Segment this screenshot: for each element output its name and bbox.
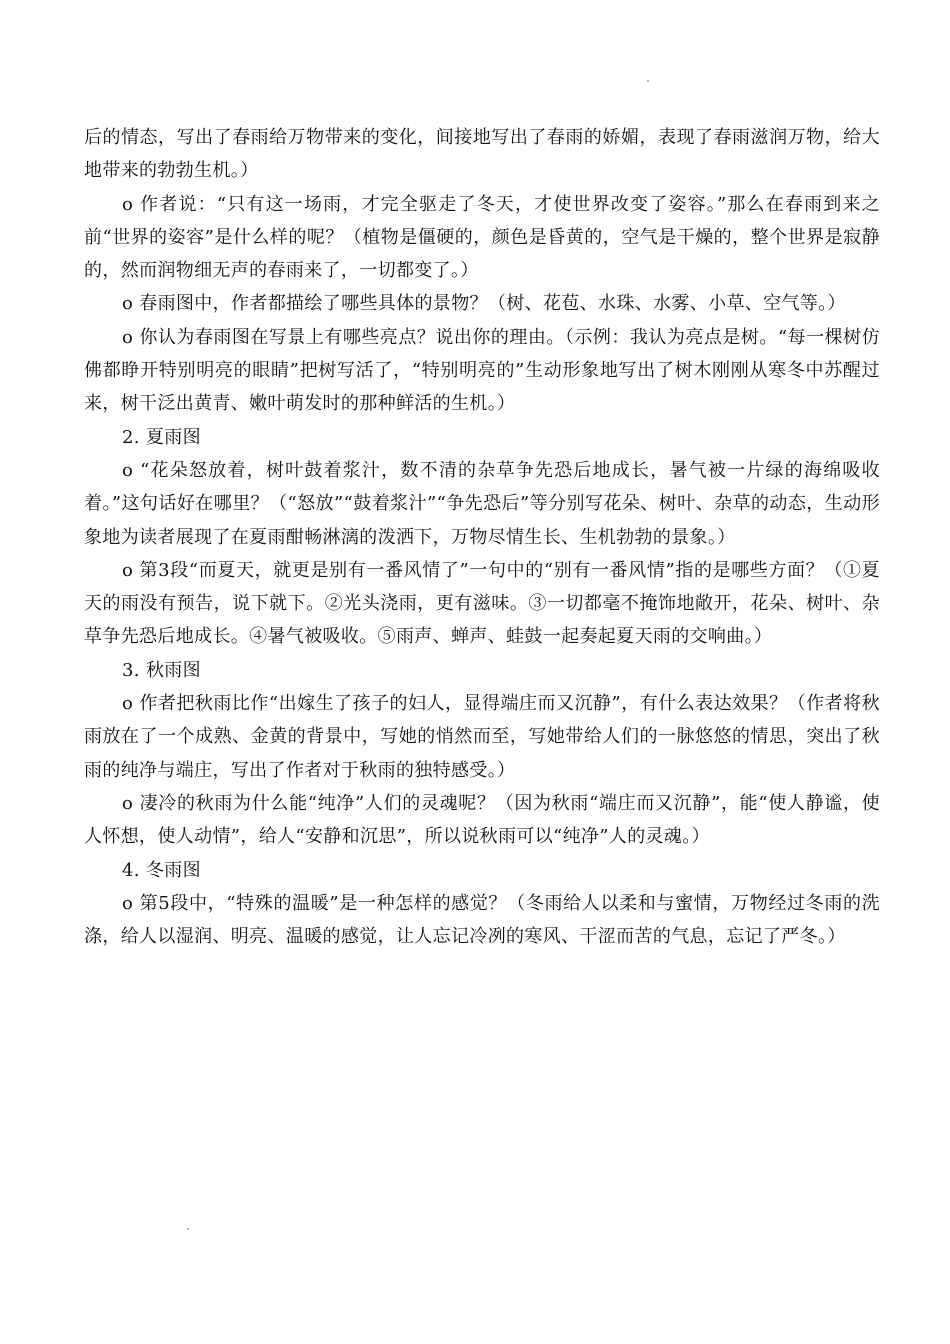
paragraph-autumn-question-2: o 凄冷的秋雨为什么能“纯净”人们的灵魂呢？（因为秋雨“端庄而又沉静”，能“使人静谧，使人怀想，使人动情”，给人“安静和沉思”，所以说秋雨可以“纯净”人的灵魂。） (84, 792, 880, 848)
section-heading-summer: 2. 夏雨图 (122, 426, 201, 448)
page-mark-bottom (187, 1228, 189, 1230)
paragraph-spring-question-2: o 春雨图中，作者都描绘了哪些具体的景物？（树、花苞、水珠、水雾、小草、空气等。） (122, 293, 846, 315)
section-heading-autumn: 3. 秋雨图 (122, 659, 201, 681)
paragraph-spring-question-3: o 你认为春雨图在写景上有哪些亮点？说出你的理由。（示例：我认为亮点是树。“每一棵树仿佛都睁开特别明亮的眼睛”把树写活了，“特别明亮的”生动形象地写出了树木刚刚从寒冬中苏醒过来，树干泛出黄青、嫩叶萌发时的那种鲜活的生机。） (84, 326, 880, 415)
document-body (84, 121, 880, 953)
section-heading-winter: 4. 冬雨图 (122, 859, 201, 881)
paragraph-winter-question-1: o 第5段中，“特殊的温暖”是一种怎样的感觉？（冬雨给人以柔和与蜜情，万物经过冬雨的洗涤，给人以湿润、明亮、温暖的感觉，让人忘记冷冽的寒风、干涩而苦的气息，忘记了严冬。） (84, 892, 880, 948)
paragraph-spring-summary: 后的情态，写出了春雨给万物带来的变化，间接地写出了春雨的娇媚，表现了春雨滋润万物，给大地带来的勃勃生机。） (84, 127, 880, 182)
paragraph-summer-question-2: o 第3段“而夏天，就更是别有一番风情了”一句中的“别有一番风情”指的是哪些方面？（①夏天的雨没有预告，说下就下。②光头浇雨，更有滋味。③一切都毫不掩饰地敞开，花朵、树叶、杂草争先恐后地成长。④暑气被吸收。⑤雨声、蝉声、蛙鼓一起奏起夏天雨的交响曲。） (84, 559, 880, 648)
page-mark-top (647, 80, 649, 82)
paragraph-spring-question-1: o 作者说：“只有这一场雨，才完全驱走了冬天，才使世界改变了姿容。”那么在春雨到来之前“世界的姿容”是什么样的呢？（植物是僵硬的，颜色是昏黄的，空气是干燥的，整个世界是寂静的，然而润物细无声的春雨来了，一切都变了。） (84, 193, 880, 282)
paragraph-autumn-question-1: o 作者把秋雨比作“出嫁生了孩子的妇人，显得端庄而又沉静”，有什么表达效果？（作者将秋雨放在了一个成熟、金黄的背景中，写她的悄然而至，写她带给人们的一脉悠悠的情思，突出了秋雨的纯净与端庄，写出了作者对于秋雨的独特感受。） (84, 693, 880, 781)
paragraph-summer-question-1: o “花朵怒放着，树叶鼓着浆汁，数不清的杂草争先恐后地成长，暑气被一片绿的海绵吸收着。”这句话好在哪里？（“怒放”“鼓着浆汁”“争先恐后”等分别写花朵、树叶、杂草的动态，生动形象地为读者展现了在夏雨酣畅淋漓的泼洒下，万物尽情生长、生机勃勃的景象。） (84, 459, 880, 548)
